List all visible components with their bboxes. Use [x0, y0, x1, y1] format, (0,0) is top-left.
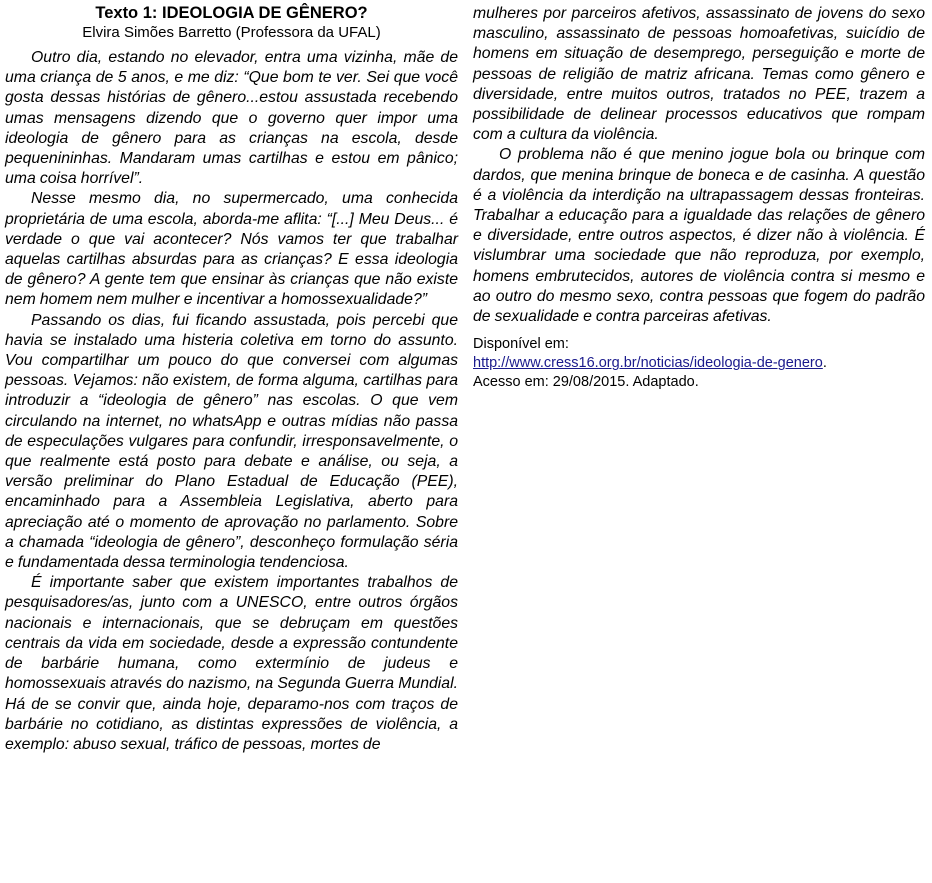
source-label: Disponível em:	[473, 336, 569, 353]
source-url-suffix: .	[822, 355, 827, 372]
source-block	[473, 335, 925, 392]
source-url-line	[473, 354, 925, 373]
paragraph-4-continued: mulheres por parceiros afetivos, assassinato de jovens do sexo masculino, assassinato de pessoas homoafetivas, suicídio de homens em situação de desemprego, perseguição e morte de pessoas de religião de matriz africana. Temas como gênero e diversidade, entre muitos outros, tratados no PEE, trazem a possibilidade de delinear processos educativos que rompam com a cultura da violência.	[473, 5, 925, 144]
paragraph-1: Outro dia, estando no elevador, entra uma vizinha, mãe de uma criança de 5 anos, e me diz: “Que bom te ver. Sei que você gosta dessas histórias de gênero...estou assustada recebendo umas mensagens dizendo que o governo quer impor uma ideologia de gênero para as crianças na escola, desde pequenininhas. Mandaram umas cartilhas e estou em pânico; uma coisa horrível”.	[5, 49, 458, 188]
right-column	[473, 4, 925, 392]
paragraph-3: Passando os dias, fui ficando assustada, pois percebi que havia se instalado uma histeria coletiva em torno do assunto. Vou compartilhar um pouco do que conversei com algumas pessoas. Vejamos: não existem, de forma alguma, cartilhas para introduzir a “ideologia de gênero” nas escolas. O que vem circulando na internet, no whatsApp e outras mídias não passa de especulações vulgares para confundir, irresponsavelmente, o que realmente está posto para debate e análise, ou seja, a versão preliminar do Plano Estadual de Educação (PEE), encaminhado para a Assembleia Legislativa, aberto para apreciação até o momento de aprovação no parlamento. Sobre a chamada “ideologia de gênero”, desconheço formulação séria e fundamentada dessa terminologia tendenciosa.	[5, 311, 458, 572]
source-access-date: Acesso em: 29/08/2015. Adaptado.	[473, 374, 699, 391]
paragraph-5: O problema não é que menino jogue bola ou brinque com dardos, que menina brinque de boneca e de casinha. A questão é a violência da interdição na ultrapassagem dessas fronteiras. Trabalhar a educação para a igualdade das relações de gênero e diversidade, entre outros aspectos, é dizer não à violência. É vislumbrar uma sociedade que não reproduza, por exemplo, homens embrutecidos, autores de violência contra si mesmo e ao outro do mesmo sexo, contra pessoas que fogem do padrão de sexualidade e contra parceiras afetivas.	[473, 146, 925, 326]
article-author: Elvira Simões Barretto (Professora da UFAL)	[82, 24, 381, 41]
source-link[interactable]: http://www.cress16.org.br/noticias/ideologia-de-genero	[473, 355, 823, 372]
article-title: Texto 1: IDEOLOGIA DE GÊNERO?	[95, 4, 368, 22]
paragraph-2: Nesse mesmo dia, no supermercado, uma conhecida proprietária de uma escola, aborda-me aflita: “[...] Meu Deus... é verdade o que vai acontecer? Nós vamos ter que trabalhar aquelas cartilhas absurdas para as crianças? E essa ideologia de gênero? A gente tem que ensinar às crianças que não existe nem homem nem mulher e incentivar a homossexualidade?”	[5, 190, 458, 309]
paragraph-4: É importante saber que existem importantes trabalhos de pesquisadores/as, junto com a UNESCO, entre outros órgãos nacionais e internacionais, que se debruçam em questões centrais da vida em sociedade, desde a expressão contundente de barbárie humana, como extermínio de judeus e homossexuais através do nazismo, na Segunda Guerra Mundial. Há de se convir que, ainda hoje, deparamo-nos com traços de barbárie no cotidiano, as distintas expressões de violência, a exemplo: abuso sexual, tráfico de pessoas, mortes de	[5, 574, 458, 753]
left-column	[5, 4, 458, 755]
